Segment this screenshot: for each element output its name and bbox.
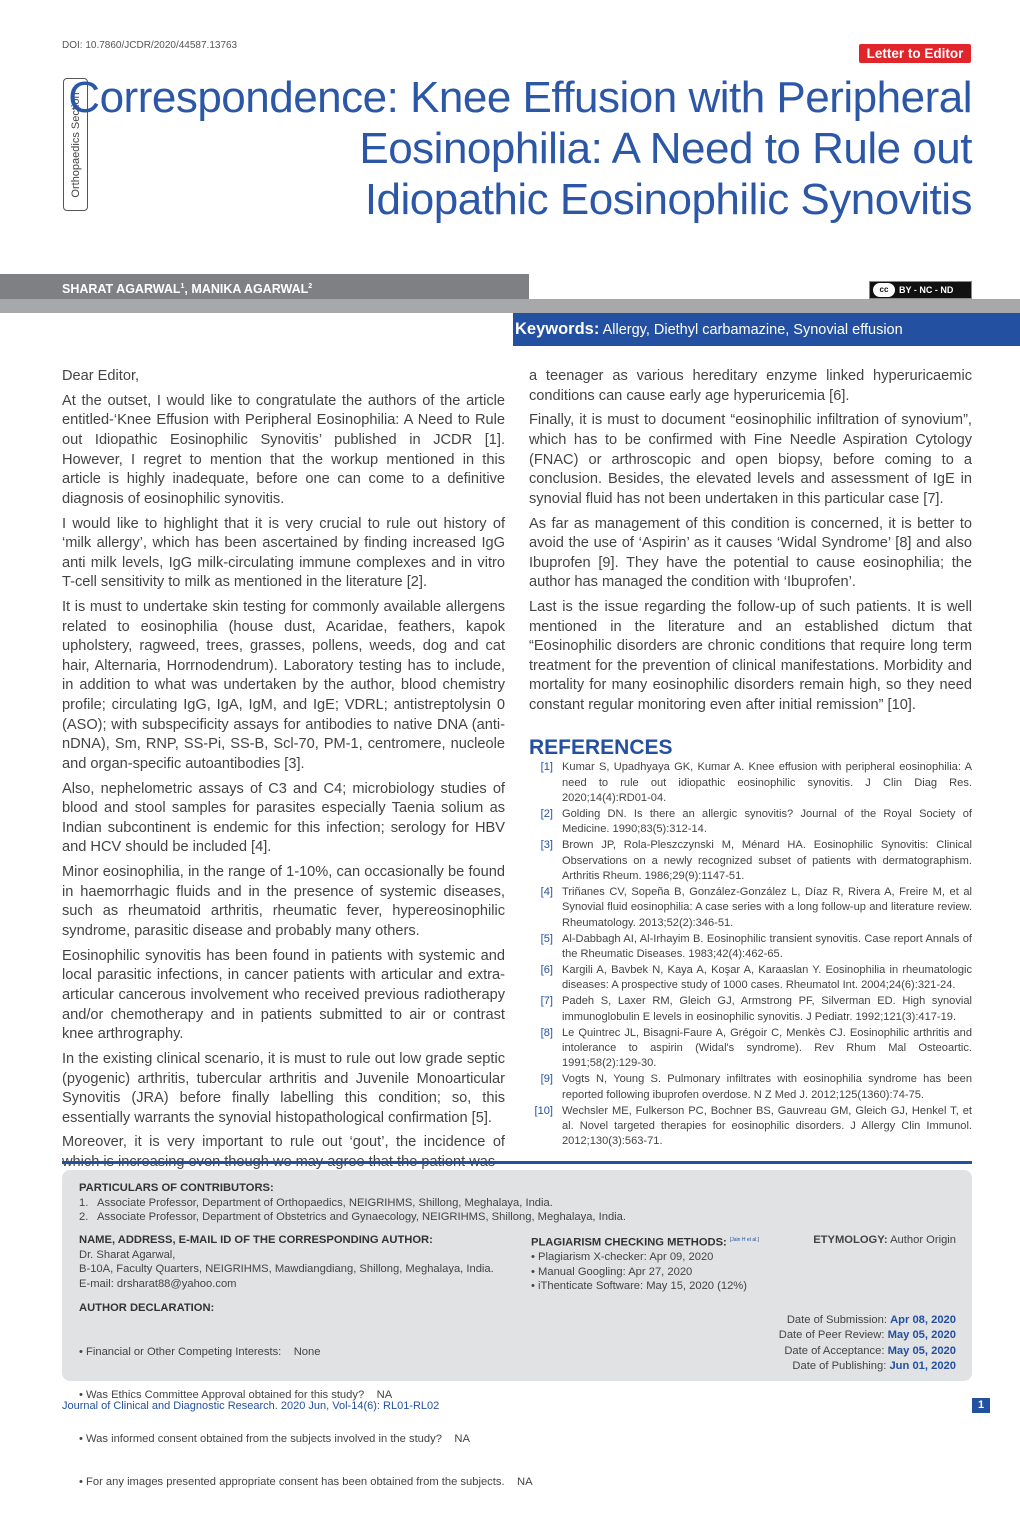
paragraph: It is must to undertake skin testing for commonly available allergens related to eosinophilia (house dust, Acaridae, feathers, kapok upholstery, ragweed, trees, grasses, pollens, weeds, dog and cat hair, Alternaria, Horrnodendrum). Laboratory testing has to include, in addition to what was undertaken by the author, blood chemistry profile; circulating IgG, IgA, IgM, and IgE; VDRL; antistreptolysin 0 (ASO); with subspecificity assays for antibodies to native DNA (anti-nDNA), Sm, RNP, SS-Pi, SS-B, Scl-70, PM-1, centromere, nucleole and organ-specific autoantibodies [3]. xyxy=(62,599,505,772)
author-bar xyxy=(0,274,529,299)
affiliation-mark: 2 xyxy=(308,283,313,290)
corr-name: Dr. Sharat Agarwal, xyxy=(79,1248,176,1261)
contributor: 1. Associate Professor, Department of Orthopaedics, NEIGRIHMS, Shillong, Meghalaya, India. xyxy=(79,1196,553,1209)
reference-text: Al-Dabbagh AI, Al-Irhayim B. Eosinophilic transient synovitis. Case report Annals of the Rheumatic Diseases. 1983;42(4):462-65. xyxy=(562,932,972,961)
keywords-bar xyxy=(513,313,1020,346)
date-row xyxy=(779,1344,956,1359)
paragraph: Moreover, it is very important to rule out ‘gout’, the incidence of xyxy=(62,1134,505,1151)
title-line: Eosinophilia: A Need to Rule out xyxy=(359,124,972,173)
reference-number[interactable]: [1] xyxy=(540,761,553,774)
reference-item xyxy=(529,963,972,994)
cc-license-icon xyxy=(869,281,972,299)
author-name: SHARAT AGARWAL xyxy=(62,282,181,297)
author-name: MANIKA AGARWAL xyxy=(191,282,309,297)
paragraph: In the existing clinical scenario, it is must to rule out low grade septic (pyogenic) arthritis, tubercular arthritis and Juvenile Monoarticular Synovitis (JRA) before finally labelling this condition; so, this essentially warrants the synovial histopathological confirmation [5]. xyxy=(62,1050,505,1126)
paragraph: Eosinophilic synovitis has been found in patients with systemic and local parasitic infections, in cancer patients with articular and extra-articular cancerous involvement who received previous radiotherapy and/or chemotherapy and in patients submitted to air or contrast knee arthrography. xyxy=(62,947,505,1043)
paragraph: As far as management of this condition is concerned, it is better to avoid the use of ‘Aspirin’ as it causes ‘Widal Syndrome’ [8] and also Ibuprofen [9]. They have the potential to cause eosinophilia; the author has managed the condition with ‘Ibuprofen’. xyxy=(529,515,972,591)
reference-item xyxy=(529,994,972,1025)
corr-email[interactable]: E-mail: drsharat88@yahoo.com xyxy=(79,1277,237,1290)
date-row xyxy=(779,1313,956,1328)
reference-text: Padeh S, Laxer RM, Gleich GJ, Armstrong PF, Silverman ED. High synovial immunoglobulin E levels in eosinophilic synovitis. J Pediatr. 1992;121(3):417-19. xyxy=(562,995,972,1023)
declaration-item: • For any images presented appropriate consent has been obtained from the subjects. NA xyxy=(79,1475,533,1490)
declaration-heading: AUTHOR DECLARATION: xyxy=(79,1302,215,1314)
divider xyxy=(62,1161,972,1164)
journal-citation: Journal of Clinical and Diagnostic Research. 2020 Jun, Vol-14(6): RL01-RL02 xyxy=(62,1400,440,1412)
plagiarism-item: • Manual Googling: Apr 27, 2020 xyxy=(531,1265,759,1280)
keywords-label: Keywords: xyxy=(515,320,600,338)
reference-text: Vogts N, Young S. Pulmonary infiltrates with eosinophilia syndrome has been reported following ibuprofen overdose. N Z Med J. 2012;125(1360):74-75. xyxy=(562,1073,972,1101)
cc-logo: cc xyxy=(873,283,895,297)
reference-number[interactable]: [5] xyxy=(540,932,553,945)
paragraph: Last is the issue regarding the follow-up of such patients. It is well mentioned in the literature and an established dictum that “Eosinophilic disorders are chronic conditions that require long term treatment for the prevention of clinical manifestations. Morbidity and mortality for many eosinophilic disorders remain high, so they need constant regular monitoring even after initial remission” [10]. xyxy=(529,599,972,714)
paragraph: I would like to highlight that it is very crucial to rule out history of ‘milk allergy’, which has been ascertained by finding increased IgG anti milk levels, IgG milk-circulating immune complexes and in vitro T-cell sensitivity to milk as mentioned in the literature [2]. xyxy=(62,515,505,591)
plagiarism-heading: PLAGIARISM CHECKING METHODS: xyxy=(531,1236,727,1249)
date-label: Date of Acceptance: xyxy=(784,1344,888,1357)
corr-address: B-10A, Faculty Quarters, NEIGRIHMS, Mawdiangdiang, Shillong, Meghalaya, India. xyxy=(79,1263,494,1275)
corresponding-heading: NAME, ADDRESS, E-MAIL ID OF THE CORRESPONDING AUTHOR: xyxy=(79,1234,433,1246)
article-title xyxy=(68,72,972,225)
reference-item xyxy=(529,1026,972,1072)
section-label-text: Orthopaedics Section xyxy=(69,91,82,198)
article-type-badge: Letter to Editor xyxy=(859,44,971,63)
reference-number[interactable]: [2] xyxy=(540,807,553,820)
reference-list xyxy=(529,760,972,1150)
references-heading: REFERENCES xyxy=(529,735,673,759)
reference-number[interactable]: [9] xyxy=(540,1073,553,1086)
reference-text: Kargili A, Bavbek N, Kaya A, Koşar A, Karaaslan Y. Eosinophilia in rheumatologic diseases: A prospective study of 1000 cases. Rheumatol Int. 2004;24(6):321-24. xyxy=(562,963,972,992)
paragraph: Also, nephelometric assays of C3 and C4; microbiology studies of blood and stool samples for parasites especially Taenia solium as Indian subcontinent is endemic for this infection; serology for HBV and HCV should be included [4]. xyxy=(62,780,505,856)
reference-number[interactable]: [6] xyxy=(540,963,553,976)
license-text: BY - NC - ND xyxy=(899,285,954,295)
reference-number[interactable]: [10] xyxy=(534,1104,553,1117)
plagiarism-item: • iThenticate Software: May 15, 2020 (12%) xyxy=(531,1279,759,1294)
date-row xyxy=(779,1359,956,1374)
plagiarism-item: • Plagiarism X-checker: Apr 09, 2020 xyxy=(531,1250,759,1265)
reference-item xyxy=(529,760,972,806)
body-right-column xyxy=(529,367,972,1150)
date-value: Apr 08, 2020 xyxy=(890,1314,956,1326)
title-line: Idiopathic Eosinophilic Synovitis xyxy=(364,175,972,224)
reference-number[interactable]: [4] xyxy=(540,885,553,898)
reference-text: Golding DN. Is there an allergic synovitis? Journal of the Royal Society of Medicine. 1990;83(5):312-14. xyxy=(562,807,972,836)
reference-item xyxy=(529,932,972,963)
doi: DOI: 10.7860/JCDR/2020/44587.13763 xyxy=(62,40,238,51)
date-value: May 05, 2020 xyxy=(887,1344,956,1357)
declaration-item: • Was Ethics Committee Approval obtained for this study? NA xyxy=(79,1388,533,1403)
reference-item xyxy=(529,1072,972,1103)
reference-text: Brown JP, Rola-Pleszczynski M, Ménard HA. Eosinophilic Synovitis: Clinical Observations on a newly recognized subset of patients with dermatographism. Arthritis Rheum. 1986;29(9):1147-51. xyxy=(562,839,972,882)
reference-item xyxy=(529,807,972,838)
body-left-column xyxy=(62,367,505,1178)
paragraph: a teenager as various hereditary enzyme linked hyperuricaemic conditions can cause early age hyperuricemia [6]. xyxy=(529,368,972,404)
paragraph: At the outset, I would like to congratulate the authors of the article entitled-‘Knee Effusion with Peripheral Eosinophilia: A Need to Rule out Idiopathic Eosinophilic Synovitis’ published in JCDR [1]. However, I regret to mention that the workup mentioned in this article is highly inadequate, before one can come to a definitive diagnosis of eosinophilic synovitis. xyxy=(62,392,505,507)
reference-number[interactable]: [7] xyxy=(540,995,553,1008)
date-row xyxy=(779,1328,956,1343)
title-line: Correspondence: Knee Effusion with Peripheral xyxy=(68,73,972,122)
date-label: Date of Publishing: xyxy=(792,1359,890,1372)
date-label: Date of Submission: xyxy=(786,1314,891,1326)
reference-number[interactable]: [8] xyxy=(540,1026,553,1039)
declaration-item: • Financial or Other Competing Interests: None xyxy=(79,1345,533,1360)
reference-text: Triñanes CV, Sopeña B, González-González L, Díaz R, Rivera A, Freire M, et al Synovial fluid eosinophilia: A case series with a long follow-up and literature review. Rheumatology. 2013;52(2):346-51. xyxy=(562,885,972,929)
contributors-heading: PARTICULARS OF CONTRIBUTORS: xyxy=(79,1182,274,1194)
reference-text: Wechsler ME, Fulkerson PC, Bochner BS, Gauvreau GM, Gleich GJ, Henkel T, et al. Novel targeted therapies for eosinophilic disorders. J Allergy Clin Immunol. 2012;130(3):563-71. xyxy=(562,1104,972,1148)
page-number: 1 xyxy=(972,1398,990,1413)
date-value: Jun 01, 2020 xyxy=(889,1359,956,1372)
reference-text: Kumar S, Upadhyaya GK, Kumar A. Knee effusion with peripheral eosinophilia: A need to rule out idiopathic eosinophilic synovitis. J Clin Diag Res. 2020;14(4):RD01-04. xyxy=(562,761,972,804)
reference-number[interactable]: [3] xyxy=(540,839,553,852)
divider-strip xyxy=(0,299,1020,313)
separator: , xyxy=(184,282,192,297)
paragraph: Finally, it is must to document “eosinophilic infiltration of synovium”, which has to be confirmed with Fine Needle Aspiration Cytology (FNAC) or arthroscopic and open biopsy, before coming to a conclusion. Besides, the elevated levels and assessment of IgE in synovial fluid has not been undertaken in this particular case [7]. xyxy=(529,412,972,507)
affiliation-mark: 1 xyxy=(180,283,185,290)
reference-item xyxy=(529,838,972,884)
etymology-value: Author Origin xyxy=(887,1234,956,1246)
date-label: Date of Peer Review: xyxy=(778,1329,888,1342)
paragraph: Minor eosinophilia, in the range of 1-10%, can occasionally be found in haemorrhagic fluids and in the presence of systemic diseases, such as rheumatoid arthritis, rheumatic fever, hypereosinophilic syndrome, parasitic disease and probably many others. xyxy=(62,864,505,939)
reference-text: Le Quintrec JL, Bisagni-Faure A, Grégoir C, Menkès CJ. Eosinophilic arthritis and intolerance to aspirin (Widal's syndrome). Rev Rhum Mal Osteoartic. 1991;58(2):129-30. xyxy=(562,1026,972,1070)
etymology-label: ETYMOLOGY: xyxy=(813,1234,888,1246)
keywords-text: Allergy, Diethyl carbamazine, Synovial effusion xyxy=(599,322,903,338)
contributor: 2. Associate Professor, Department of Obstetrics and Gynaecology, NEIGRIHMS, Shillong, Meghalaya, India. xyxy=(79,1211,626,1223)
paragraph: Dear Editor, xyxy=(62,368,140,384)
reference-item xyxy=(529,885,972,931)
date-value: May 05, 2020 xyxy=(887,1329,956,1342)
declaration-item: • Was informed consent obtained from the subjects involved in the study? NA xyxy=(79,1432,533,1447)
reference-item xyxy=(529,1104,972,1150)
plagiarism-ref[interactable]: [Jain H et al.] xyxy=(729,1237,760,1243)
